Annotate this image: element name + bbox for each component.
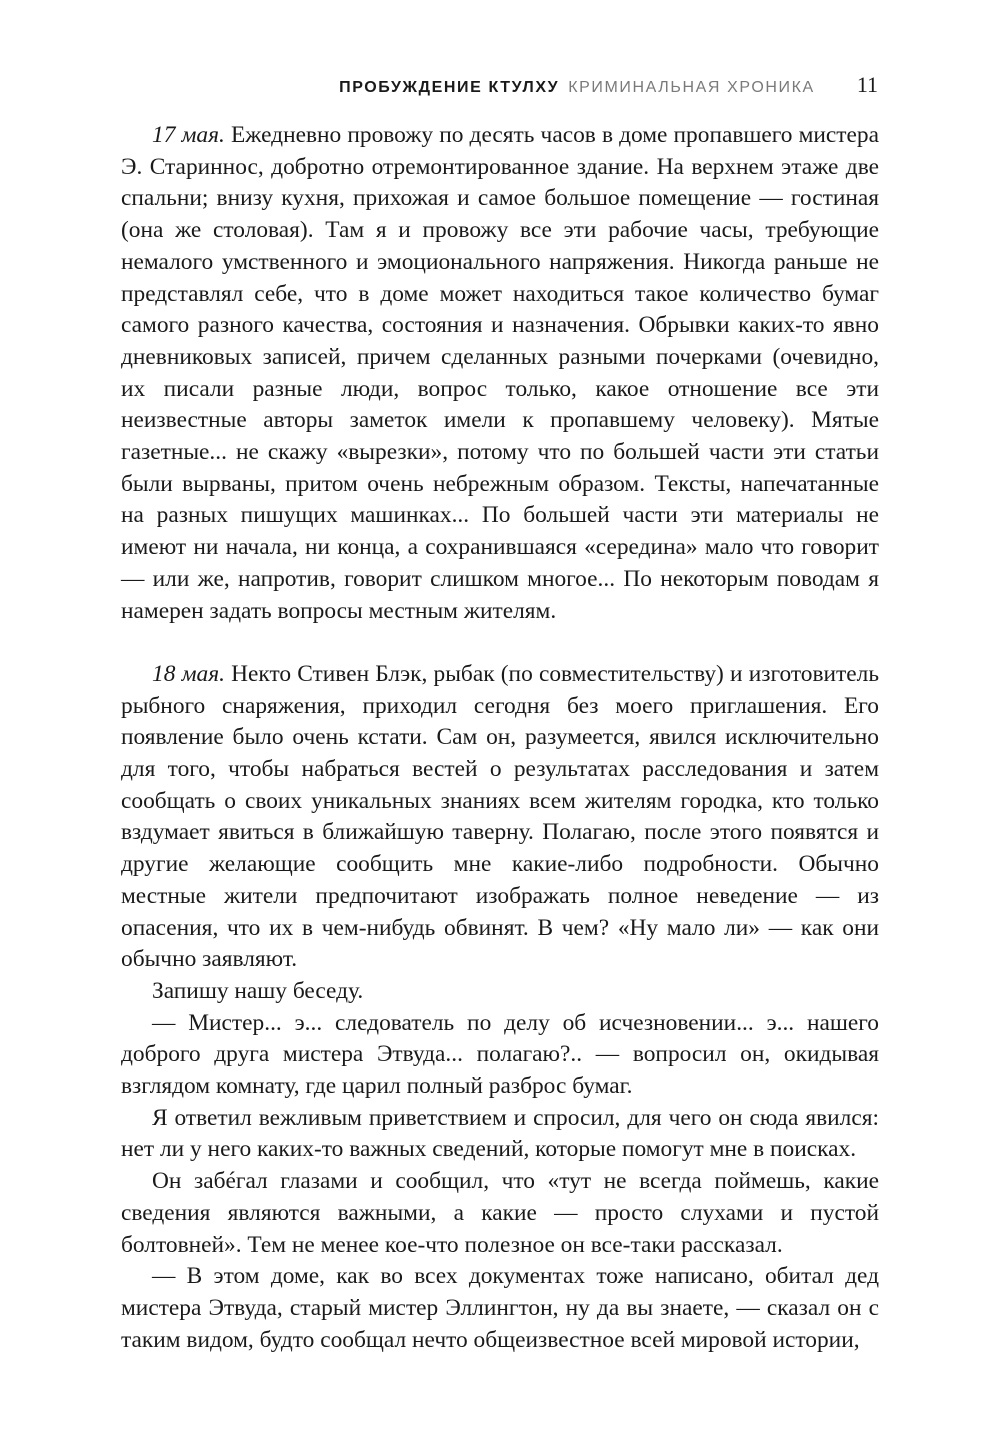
entry-text: Некто Стивен Блэк, рыбак (по совместительству) и изготовитель рыбного снаряжения, приходил сегодня без моего приглашения. Его появление было очень кстати. Сам он, разумеется, явился исключительно для того, чтобы набраться вестей о результатах расследования и затем сообщать о своих уникальных знаниях всем жителям городка, кто только вздумает явиться в ближайшую таверну. Полагаю, после этого появятся и другие желающие сообщить мне какие-либо подробности. Обычно местные жители предпочитают изображать полное неведение — из опасения, что их в чем-нибудь обвинят. В чем? «Ну мало ли» — как они обычно заявляют. <box>121 660 879 973</box>
paragraph: Он забéгал глазами и сообщил, что «тут не всегда поймешь, какие сведения являются важными, а какие — просто слухами и пустой болтовней». Тем не менее кое-что полезное он все-таки рассказал. <box>121 1168 879 1258</box>
page-body <box>121 120 879 1356</box>
running-header <box>120 72 878 98</box>
page-number: 11 <box>856 72 878 97</box>
entry-date: 17 мая. <box>152 122 225 148</box>
diary-entry-may-17 <box>121 120 879 627</box>
diary-entry-may-18 <box>121 659 879 976</box>
section-title: КРИМИНАЛЬНАЯ ХРОНИКА <box>568 79 815 96</box>
paragraph: Запишу нашу беседу. <box>152 977 364 1004</box>
entry-date: 18 мая. <box>152 660 225 687</box>
entry-text: Ежедневно провожу по десять часов в доме пропавшего мистера Э. Стариннос, добротно отремонтированное здание. На верхнем этаже две спальни; внизу кухня, прихожая и самое большое помещение — гостиная (она же столовая). Там я и провожу все эти рабочие часы, требующие немалого умственного и эмоционального напряжения. Никогда раньше не представлял себе, что в доме может находиться такое количество бумаг самого разного качества, состояния и назначения. Обрывки каких-то явно дневниковых записей, причем сделанных разными почерками (очевидно, их писали разные люди, вопрос только, какое отношение все эти неизвестные авторы заметок имели к пропавшему человеку). Мятые газетные... не скажу «вырезки», потому что по большей части эти статьи были вырваны, притом очень небрежным образом. Тексты, напечатанные на разных пишущих машинках... По большей части эти материалы не имеют ни начала, ни конца, а сохранившаяся «середина» мало что говорит — или же, напротив, говорит слишком многое... По некоторым поводам я намерен задать вопросы местным жителям. <box>121 122 879 624</box>
book-title: ПРОБУЖДЕНИЕ КТУЛХУ <box>339 79 560 96</box>
dialogue-paragraph: — В этом доме, как во всех документах тоже написано, обитал дед мистера Этвуда, старый мистер Эллингтон, ну да вы знаете, — сказал он с таким видом, будто сообщал нечто общеизвестное всей мировой истории, <box>121 1263 879 1353</box>
paragraph: Я ответил вежливым приветствием и спросил, для чего он сюда явился: нет ли у него каких-то важных сведений, которые помогут мне в поисках. <box>121 1104 879 1163</box>
dialogue-paragraph: — Мистер... э... следователь по делу об исчезновении... э... нашего доброго друга мистера Этвуда... полагаю?.. — вопросил он, окидывая взглядом комнату, где царил полный разброс бумаг. <box>121 1009 879 1100</box>
